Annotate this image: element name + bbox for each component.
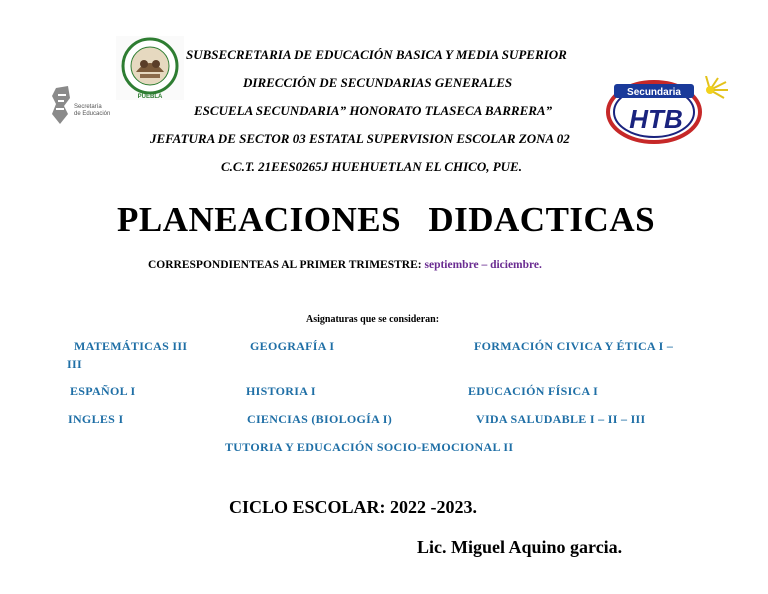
subject-ingles: INGLES I xyxy=(68,412,124,426)
htb-letters: HTB xyxy=(629,104,683,134)
trimester-line xyxy=(148,259,542,271)
school-cycle: CICLO ESCOLAR: 2022 -2023. xyxy=(229,497,478,517)
header-line-escuela: ESCUELA SECUNDARIA” HONORATO TLASECA BARRERA” xyxy=(194,103,553,118)
subject-espanol: ESPAÑOL I xyxy=(70,384,136,398)
header-line-cct: C.C.T. 21EES0265J HUEHUETLAN EL CHICO, PUE. xyxy=(221,159,522,174)
subject-geografia: GEOGRAFÍA I xyxy=(250,339,335,353)
subject-matematicas: MATEMÁTICAS III xyxy=(74,339,188,353)
subject-educacion-fisica: EDUCACIÓN FÍSICA I xyxy=(468,384,599,398)
subject-formacion-civica: FORMACIÓN CIVICA Y ÉTICA I – xyxy=(474,339,674,353)
header-line-direccion: DIRECCIÓN DE SECUNDARIAS GENERALES xyxy=(243,75,513,90)
trimester-period: septiembre – diciembre. xyxy=(424,259,542,271)
page-title: PLANEACIONES DIDACTICAS xyxy=(117,200,656,239)
seal-bottom-text: PUEBLA xyxy=(137,94,163,100)
secretaria-text-1: Secretaría xyxy=(74,104,102,110)
header-line-jefatura: JEFATURA DE SECTOR 03 ESTATAL SUPERVISION ESCOLAR ZONA 02 xyxy=(150,131,570,146)
author-name: Lic. Miguel Aquino garcia. xyxy=(417,537,623,557)
secretaria-text-2: de Educación xyxy=(74,111,110,117)
secundaria-htb-logo xyxy=(606,76,728,148)
subject-vida-saludable: VIDA SALUDABLE I – II – III xyxy=(476,412,646,426)
subject-ciencias: CIENCIAS (BIOLOGÍA I) xyxy=(247,412,392,426)
direccion-secundarias-seal xyxy=(116,36,184,100)
subjects-heading: Asignaturas que se consideran: xyxy=(306,314,440,325)
subject-historia: HISTORIA I xyxy=(246,384,316,398)
subject-tutoria: TUTORIA Y EDUCACIÓN SOCIO-EMOCIONAL II xyxy=(225,440,514,454)
subject-formacion-civica-wrap: III xyxy=(67,357,82,371)
header-line-subsecretaria: SUBSECRETARIA DE EDUCACIÓN BASICA Y MEDIA SUPERIOR xyxy=(186,47,567,62)
secretaria-educacion-logo xyxy=(50,84,110,126)
htb-top-text: Secundaria xyxy=(627,87,681,98)
trimester-label: CORRESPONDIENTEAS AL PRIMER TRIMESTRE: xyxy=(148,259,422,271)
